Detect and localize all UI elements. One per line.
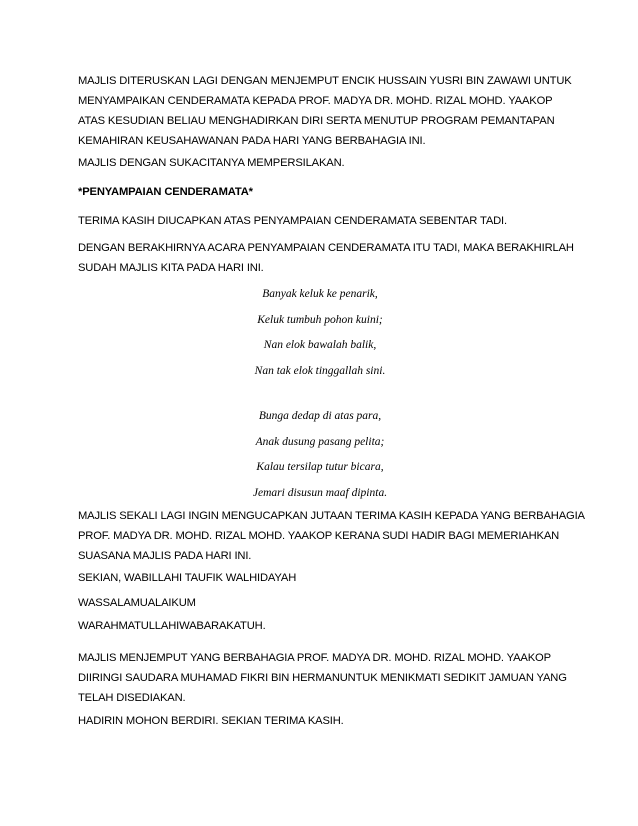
paragraph-berakhirnya	[78, 238, 578, 278]
text-line: MAJLIS DENGAN SUKACITANYA MEMPERSILAKAN.	[78, 157, 345, 169]
paragraph-invitation-cenderamata	[78, 71, 578, 151]
pantun-line: Anak dusung pasang pelita;	[255, 435, 385, 448]
pantun-line: Nan tak elok tinggallah sini.	[254, 364, 386, 377]
pantun-stanza-2	[160, 404, 480, 506]
text-line: SUDAH MAJLIS KITA PADA HARI INI.	[78, 262, 264, 274]
pantun-line: Nan elok bawalah balik,	[263, 339, 377, 351]
paragraph-sekian	[78, 568, 578, 588]
text-line: *PENYAMPAIAN CENDERAMATA*	[78, 186, 253, 198]
text-line: SUASANA MAJLIS PADA HARI INI.	[78, 550, 252, 562]
text-line: TELAH DISEDIAKAN.	[78, 692, 186, 704]
pantun-line: Keluk tumbuh pohon kuini;	[257, 313, 383, 326]
pantun-line: Banyak keluk ke penarik,	[262, 288, 378, 300]
pantun-line: Jemari disusun maaf dipinta.	[252, 486, 388, 499]
text-line: PROF. MADYA DR. MOHD. RIZAL MOHD. YAAKOP KERANA SUDI HADIR BAGI MEMERIAHKAN	[78, 530, 560, 542]
text-line: MAJLIS MENJEMPUT YANG BERBAHAGIA PROF. MADYA DR. MOHD. RIZAL MOHD. YAAKOP	[78, 652, 551, 664]
paragraph-jamuan	[78, 648, 578, 708]
paragraph-terima-kasih	[78, 211, 578, 231]
text-line: TERIMA KASIH DIUCAPKAN ATAS PENYAMPAIAN CENDERAMATA SEBENTAR TADI.	[78, 215, 507, 227]
text-line: WASSALAMUALAIKUM	[78, 597, 196, 609]
text-line: DENGAN BERAKHIRNYA ACARA PENYAMPAIAN CENDERAMATA ITU TADI, MAKA BERAKHIRLAH	[78, 242, 574, 254]
pantun-stanza-1	[160, 282, 480, 384]
text-line: KEMAHIRAN KEUSAHAWANAN PADA HARI YANG BERBAHAGIA INI.	[78, 135, 426, 147]
pantun-line: Bunga dedap di atas para,	[258, 410, 382, 422]
text-line: ATAS KESUDIAN BELIAU MENGHADIRKAN DIRI SERTA MENUTUP PROGRAM PEMANTAPAN	[78, 115, 555, 127]
text-line: MAJLIS DITERUSKAN LAGI DENGAN MENJEMPUT ENCIK HUSSAIN YUSRI BIN ZAWAWI UNTUK	[78, 75, 572, 87]
text-line: MENYAMPAIKAN CENDERAMATA KEPADA PROF. MADYA DR. MOHD. RIZAL MOHD. YAAKOP	[78, 95, 553, 107]
paragraph-wassalamualaikum	[78, 593, 578, 613]
text-line: WARAHMATULLAHIWABARAKATUH.	[78, 620, 266, 632]
text-line: SEKIAN, WABILLAHI TAUFIK WALHIDAYAH	[78, 572, 297, 584]
paragraph-warahmatullahi	[78, 616, 578, 636]
paragraph-ucapan-terima-kasih	[78, 506, 585, 566]
text-line: HADIRIN MOHON BERDIRI. SEKIAN TERIMA KASIH.	[78, 715, 344, 727]
pantun-line: Kalau tersilap tutur bicara,	[256, 461, 384, 473]
paragraph-hadirin-berdiri	[78, 711, 578, 731]
section-heading-penyampaian	[78, 182, 578, 202]
text-line: MAJLIS SEKALI LAGI INGIN MENGUCAPKAN JUTAAN TERIMA KASIH KEPADA YANG BERBAHAGIA	[78, 510, 585, 522]
paragraph-mempersilakan	[78, 153, 578, 173]
text-line: DIIRINGI SAUDARA MUHAMAD FIKRI BIN HERMANUNTUK MENIKMATI SEDIKIT JAMUAN YANG	[78, 672, 567, 684]
